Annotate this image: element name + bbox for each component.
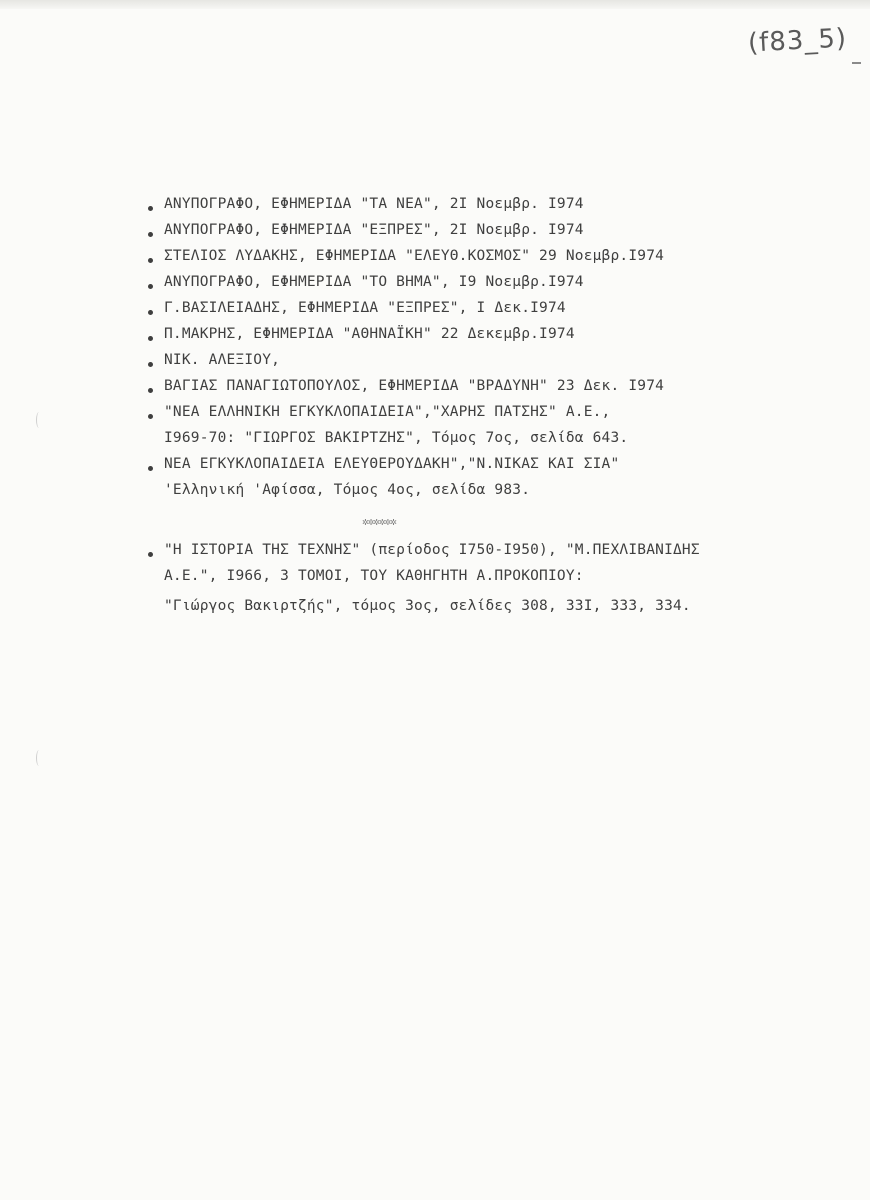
list-bullet: [148, 414, 153, 419]
list-item: ΝΕΑ ΕΓΚΥΚΛΟΠΑΙΔΕΙΑ ΕΛΕΥΘΕΡΟΥΔΑΚΗ","Ν.ΝΙΚΑΣ ΚΑΙ ΣΙΑ": [164, 456, 620, 472]
list-bullet: [148, 336, 153, 341]
page-top-edge: [0, 0, 870, 9]
list-item: ΒΑΓΙΑΣ ΠΑΝΑΓΙΩΤΟΠΟΥΛΟΣ, ΕΦΗΜΕΡΙΔΑ "ΒΡΑΔΥΝΗ" 23 Δεκ. Ι974: [164, 378, 665, 394]
list-bullet: [148, 232, 153, 237]
list-item: "ΝΕΑ ΕΛΛΗΝΙΚΗ ΕΓΚΥΚΛΟΠΑΙΔΕΙΑ","ΧΑΡΗΣ ΠΑΤΣΗΣ" Α.Ε.,: [164, 404, 611, 420]
list-bullet: [148, 284, 153, 289]
list-item: Π.ΜΑΚΡΗΣ, ΕΦΗΜΕΡΙΔΑ "ΑΘΗΝΑΪΚΗ" 22 Δεκεμβρ.Ι974: [164, 326, 575, 342]
asterisk-separator: ✲✲✲✲✲✲: [362, 515, 396, 528]
list-item: ΑΝΥΠΟΓΡΑΦΟ, ΕΦΗΜΕΡΙΔΑ "ΕΞΠΡΕΣ", 2Ι Νοεμβρ. Ι974: [164, 222, 584, 238]
list-bullet: [148, 310, 153, 315]
punch-hole-mark: [36, 750, 42, 766]
handwritten-dash: [852, 62, 861, 64]
list-item: "Η ΙΣΤΟΡΙΑ ΤΗΣ ΤΕΧΝΗΣ" (περίοδος Ι750-Ι950), "Μ.ΠΕΧΛΙΒΑΝΙΔΗΣ: [164, 542, 700, 558]
list-item-continuation: Ι969-70: "ΓΙΩΡΓΟΣ ΒΑΚΙΡΤΖΗΣ", Τόμος 7ος, σελίδα 643.: [164, 430, 629, 446]
list-item: ΑΝΥΠΟΓΡΑΦΟ, ΕΦΗΜΕΡΙΔΑ "ΤΟ ΒΗΜΑ", Ι9 Νοεμβρ.Ι974: [164, 274, 584, 290]
list-item-continuation: 'Ελληνική 'Αφίσσα, Τόμος 4ος, σελίδα 983.: [164, 482, 531, 498]
list-item-continuation: "Γιώργος Βακιρτζής", τόμος 3ος, σελίδες 308, 33Ι, 333, 334.: [164, 598, 691, 614]
list-bullet: [148, 388, 153, 393]
list-item: ΣΤΕΛΙΟΣ ΛΥΔΑΚΗΣ, ΕΦΗΜΕΡΙΔΑ "ΕΛΕΥΘ.ΚΟΣΜΟΣ" 29 Νοεμβρ.Ι974: [164, 248, 665, 264]
list-bullet: [148, 552, 153, 557]
list-bullet: [148, 258, 153, 263]
list-item: Γ.ΒΑΣΙΛΕΙΑΔΗΣ, ΕΦΗΜΕΡΙΔΑ "ΕΞΠΡΕΣ", Ι Δεκ.Ι974: [164, 300, 566, 316]
punch-hole-mark: [36, 412, 42, 428]
list-bullet: [148, 206, 153, 211]
list-item-continuation: Α.Ε.", Ι966, 3 ΤΟΜΟΙ, ΤΟΥ ΚΑΘΗΓΗΤΗ Α.ΠΡΟΚΟΠΙΟΥ:: [164, 568, 584, 584]
handwritten-reference-note: (f83_5): [747, 23, 848, 59]
list-bullet: [148, 362, 153, 367]
list-item: ΝΙΚ. ΑΛΕΞΙΟΥ,: [164, 352, 281, 368]
list-bullet: [148, 466, 153, 471]
list-item: ΑΝΥΠΟΓΡΑΦΟ, ΕΦΗΜΕΡΙΔΑ "ΤΑ ΝΕΑ", 2Ι Νοεμβρ. Ι974: [164, 196, 584, 212]
bibliography-list: [0, 0, 700, 682]
